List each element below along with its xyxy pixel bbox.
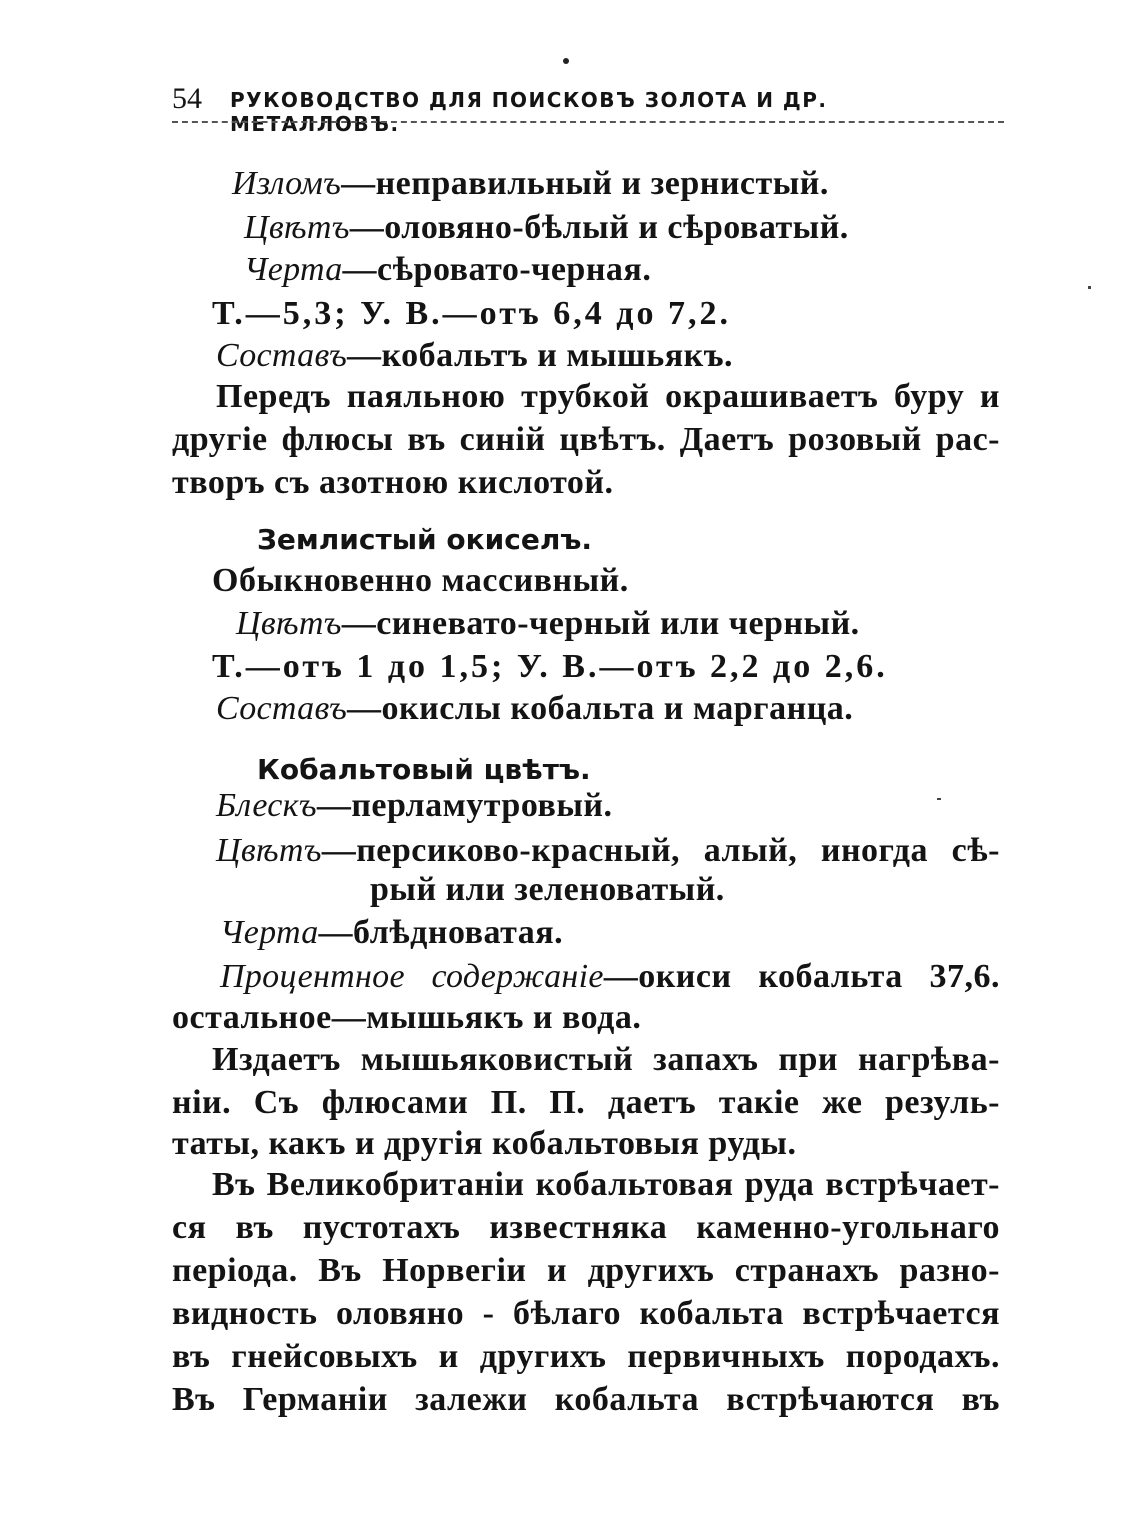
ink-speck: [1088, 286, 1091, 289]
paragraph-line: творъ съ азотною кислотой.: [172, 464, 614, 501]
fracture-label: Изломъ: [232, 165, 342, 202]
composition-line: [216, 336, 733, 376]
paragraph-line: Передъ паяльною трубкой окрашиваетъ буру и: [216, 378, 1000, 415]
paragraph-line: ніи. Съ флюсами П. П. даетъ такіе же резуль-: [172, 1084, 1000, 1121]
color-value: —персиково-красный, алый, иногда сѣ-: [321, 832, 1000, 869]
color-line: [236, 604, 860, 644]
page-header: [172, 80, 1004, 136]
percent-value: —окиси кобальта 37,6.: [603, 958, 1000, 995]
paragraph-line: въ гнейсовыхъ и другихъ первичныхъ породахъ.: [172, 1338, 1000, 1375]
color-label: Цвѣтъ: [236, 605, 342, 642]
luster-line: [216, 786, 612, 826]
composition-value: —окислы кобальта и марганца.: [347, 690, 854, 727]
composition-label: Составъ: [216, 690, 348, 727]
percent-label: Процентное содержаніе: [220, 958, 604, 995]
paragraph-line: Въ Германіи залежи кобальта встрѣчаются въ: [172, 1381, 1000, 1418]
paragraph-line: Въ Великобританіи кобальтовая руда встрѣчает-: [212, 1166, 1000, 1203]
streak-label: Черта: [244, 251, 343, 288]
paragraph-line: ся въ пустотахъ известняка каменно-угольнаго: [172, 1209, 1000, 1246]
luster-value: —перламутровый.: [316, 787, 613, 824]
color-value: —синевато-черный или черный.: [341, 605, 860, 642]
running-title: РУКОВОДСТВО ДЛЯ ПОИСКОВЪ ЗОЛОТА И ДР. МЕТАЛЛОВЪ.: [230, 88, 828, 136]
paragraph-line: Издаетъ мышьяковистый запахъ при нагрѣва-: [212, 1041, 1000, 1078]
fracture-value: —неправильный и зернистый.: [341, 165, 829, 202]
fracture-line: [232, 164, 829, 204]
composition-label: Составъ: [216, 337, 348, 374]
ink-speck: [937, 798, 941, 800]
streak-label: Черта: [220, 914, 319, 951]
habit-line: Обыкновенно массивный.: [212, 562, 629, 599]
hardness-line: Т.—5,3; У. В.—отъ 6,4 до 7,2.: [212, 295, 731, 332]
luster-label: Блескъ: [216, 787, 317, 824]
composition-line: [216, 689, 853, 729]
paragraph-line: таты, какъ и другія кобальтовыя руды.: [172, 1125, 797, 1162]
header-rule: [172, 121, 1004, 123]
streak-value: —сѣровато-черная.: [342, 251, 652, 288]
color-line: [216, 831, 1000, 871]
hardness-line: Т.—отъ 1 до 1,5; У. В.—отъ 2,2 до 2,6.: [212, 648, 888, 685]
section-heading: Землистый окиселъ.: [257, 523, 593, 556]
page-number: 54: [172, 82, 202, 115]
color-line: [244, 208, 849, 248]
composition-value: —кобальтъ и мышьякъ.: [347, 337, 734, 374]
color-line-continued: рый или зеленоватый.: [370, 871, 725, 908]
streak-line: [244, 250, 651, 290]
percent-line: [220, 957, 1000, 997]
paragraph-line: видность оловяно - бѣлаго кобальта встрѣчается: [172, 1295, 1000, 1332]
color-label: Цвѣтъ: [244, 209, 350, 246]
percent-rest-line: остальное—мышьякъ и вода.: [172, 999, 642, 1036]
paragraph-line: періода. Въ Норвегіи и другихъ странахъ разно-: [172, 1252, 1000, 1289]
section-heading: Кобальтовый цвѣтъ.: [257, 753, 591, 786]
streak-value: —блѣдноватая.: [318, 914, 564, 951]
ink-dot: [563, 58, 569, 64]
paragraph-line: другіе флюсы въ синій цвѣтъ. Даетъ розовый рас-: [172, 421, 1000, 458]
color-value: —оловяно-бѣлый и сѣроватый.: [349, 209, 849, 246]
color-label: Цвѣтъ: [216, 832, 322, 869]
streak-line: [220, 913, 563, 953]
